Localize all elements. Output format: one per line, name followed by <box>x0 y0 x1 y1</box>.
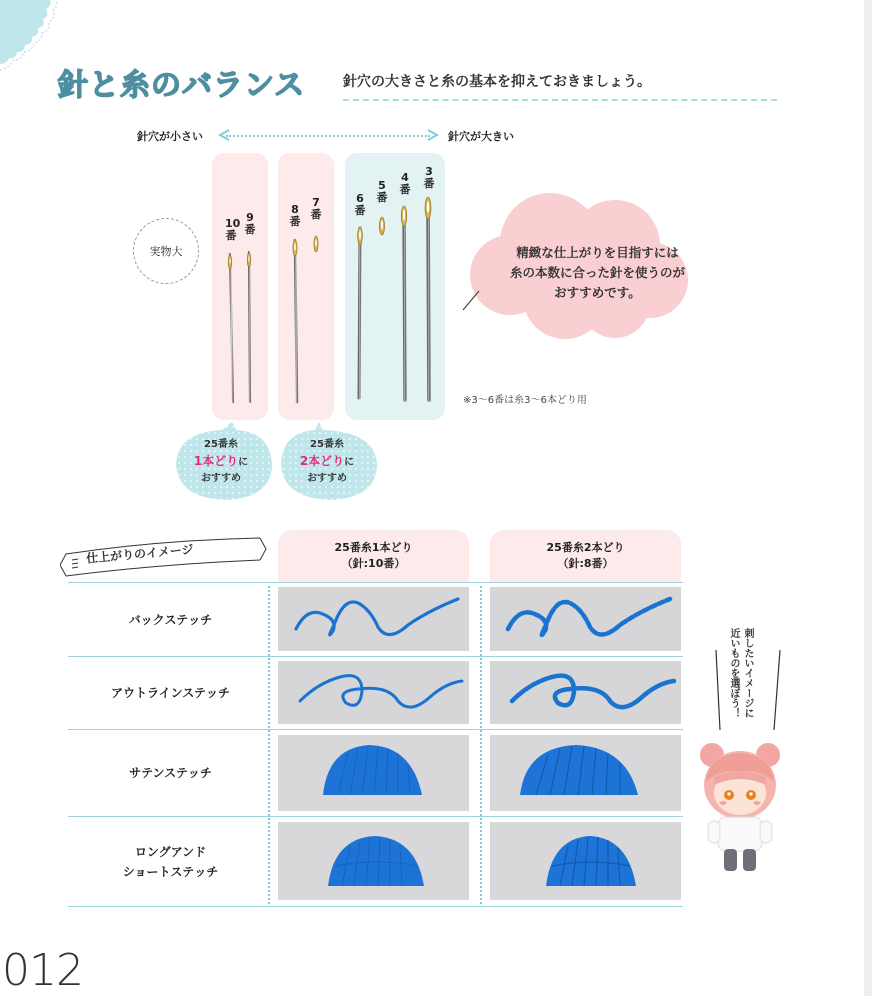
speech-text: 刺したいイメージに 近いものを選ぼう！ <box>728 628 753 718</box>
needle-label-3: 3 番 <box>423 165 435 190</box>
cloud-text: 精緻な仕上がりを目指すには 糸の本数に合った針を使うのが おすすめです。 <box>509 245 685 300</box>
needle-label-7: 7 番 <box>310 196 322 221</box>
row-label-outline-stitch: アウトラインステッチ <box>110 686 231 700</box>
photo-satin-stitch-2 <box>490 735 681 811</box>
row-label-long-short-stitch: ロングアンド ショートステッチ <box>122 844 219 879</box>
photo-outline-stitch-1 <box>278 661 469 724</box>
actual-size-badge: 実物大 <box>133 218 199 284</box>
photo-back-stitch-2 <box>490 587 681 651</box>
photo-long-short-stitch-1 <box>278 822 469 900</box>
corner-decoration <box>0 0 60 80</box>
needle-label-9: 9 番 <box>244 211 256 236</box>
needle-label-4: 4 番 <box>399 171 411 196</box>
column-header-2: 25番糸2本どり （針:8番） <box>490 530 681 582</box>
column-header-1: 25番糸1本どり （針:10番） <box>278 530 469 582</box>
needle-note: ※3〜6番は糸3〜6本どり用 <box>463 395 587 406</box>
page-number: 012 <box>2 945 83 996</box>
doll-illustration <box>694 735 786 875</box>
needle-label-5: 5 番 <box>376 179 388 204</box>
ribbon-title: 仕上がりのイメージ <box>85 542 195 566</box>
column-divider <box>480 586 482 904</box>
needle-label-6: 6 番 <box>354 192 366 217</box>
photo-long-short-stitch-2 <box>490 822 681 900</box>
page-subtitle: 針穴の大きさと糸の基本を抑えておきましょう。 <box>343 74 651 90</box>
photo-back-stitch-1 <box>278 587 469 651</box>
scale-line <box>226 135 430 137</box>
row-label-back-stitch: バックステッチ <box>128 612 213 627</box>
page-title: 針と糸のバランス <box>58 68 306 103</box>
row-label-satin-stitch: サテンステッチ <box>129 766 212 780</box>
needle-label-8: 8 番 <box>289 203 301 228</box>
scale-arrow-right-icon <box>427 129 439 141</box>
scale-label-large: 針穴が大きい <box>448 130 514 143</box>
row-line <box>68 906 683 907</box>
scale-label-small: 針穴が小さい <box>137 130 203 143</box>
bubble-2-text: 25番糸 2本どりに おすすめ <box>299 439 355 484</box>
needles-illustration <box>212 190 452 415</box>
needle-label-10: 10 番 <box>225 217 241 242</box>
photo-satin-stitch-1 <box>278 735 469 811</box>
subtitle-underline <box>343 99 777 101</box>
bubble-1-text: 25番糸 1本どりに おすすめ <box>193 439 249 484</box>
photo-outline-stitch-2 <box>490 661 681 724</box>
page-edge <box>864 0 872 996</box>
